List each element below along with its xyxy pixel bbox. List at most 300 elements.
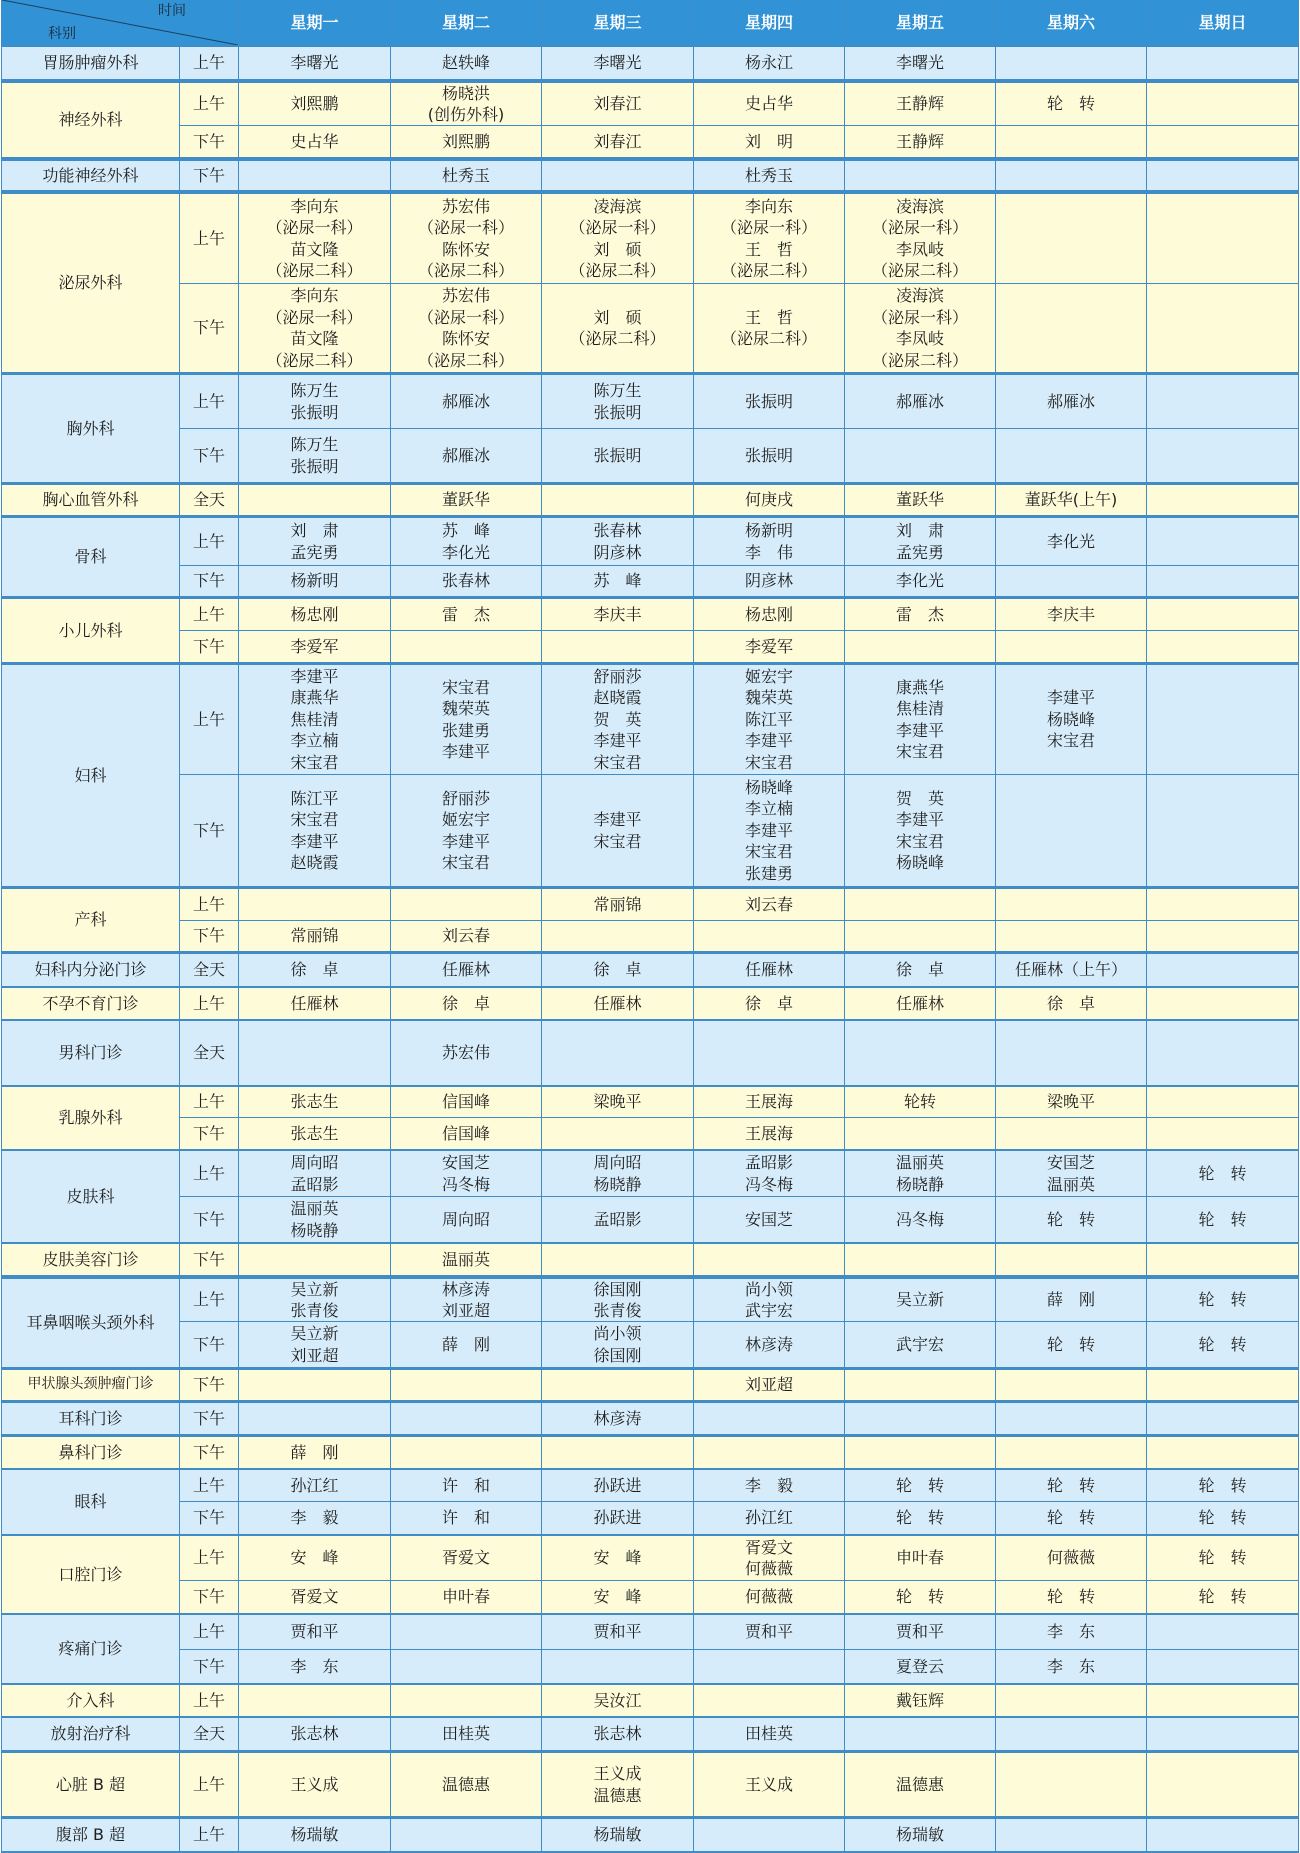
schedule-cell (239, 161, 390, 190)
schedule-cell: 武宇宏 (845, 1322, 995, 1367)
schedule-cell: 徐 卓 (694, 988, 844, 1019)
schedule-cell: 李 东 (239, 1650, 390, 1683)
schedule-cell: 张振明 (694, 429, 844, 482)
department-name: 口腔门诊 (2, 1536, 179, 1613)
schedule-cell: 任雁林 (694, 954, 844, 986)
schedule-cell: 轮 转 (845, 1470, 995, 1501)
schedule-cell: 刘熙鹏 (239, 83, 390, 125)
schedule-cell (1147, 1021, 1298, 1085)
schedule-cell: 李化光 (845, 566, 995, 596)
schedule-cell: 王义成 温德惠 (542, 1753, 693, 1816)
session-period: 上午 (180, 1685, 238, 1716)
schedule-cell (1147, 1650, 1298, 1683)
session-period: 上午 (180, 194, 238, 283)
schedule-cell (391, 1437, 541, 1468)
schedule-cell: 徐国刚 张青俊 (542, 1279, 693, 1321)
schedule-cell (996, 1403, 1146, 1434)
department-name: 妇科 (2, 665, 179, 886)
schedule-cell (996, 47, 1146, 79)
schedule-cell: 贾和平 (239, 1615, 390, 1649)
schedule-cell (542, 161, 693, 190)
session-period: 全天 (180, 1021, 238, 1085)
schedule-cell: 苏宏伟 (391, 1021, 541, 1085)
schedule-cell: 林彦涛 (542, 1403, 693, 1434)
schedule-cell (391, 1685, 541, 1716)
schedule-cell: 苏 峰 李化光 (391, 518, 541, 565)
schedule-cell: 姬宏宇 魏荣英 陈江平 李建平 宋宝君 (694, 665, 844, 774)
session-period: 上午 (180, 665, 238, 774)
day-header-sat: 星期六 (996, 0, 1146, 45)
schedule-cell: 轮 转 (845, 1581, 995, 1613)
schedule-cell: 董跃华 (391, 485, 541, 515)
schedule-cell: 林彦涛 刘亚超 (391, 1279, 541, 1321)
schedule-cell: 王展海 (694, 1087, 844, 1117)
schedule-cell: 苏宏伟 （泌尿一科） 陈怀安 （泌尿二科） (391, 284, 541, 372)
schedule-cell: 李向东 （泌尿一科） 苗文隆 （泌尿二科） (239, 284, 390, 372)
department-name: 疼痛门诊 (2, 1615, 179, 1683)
schedule-cell: 任雁林 (845, 988, 995, 1019)
schedule-cell: 雷 杰 (845, 599, 995, 630)
schedule-cell: 杜秀玉 (391, 161, 541, 190)
schedule-cell: 凌海滨 （泌尿一科） 李凤岐 （泌尿二科） (845, 284, 995, 372)
diagonal-divider (2, 0, 238, 45)
schedule-cell (996, 1819, 1146, 1851)
schedule-cell: 刘 明 (694, 126, 844, 157)
schedule-cell (694, 1403, 844, 1434)
department-name: 耳科门诊 (2, 1403, 179, 1434)
schedule-cell: 徐 卓 (239, 954, 390, 986)
schedule-cell: 刘 肃 孟宪勇 (845, 518, 995, 565)
schedule-cell: 杨新明 (239, 566, 390, 596)
session-period: 上午 (180, 375, 238, 428)
schedule-cell (845, 1118, 995, 1149)
schedule-cell: 杜秀玉 (694, 161, 844, 190)
session-period: 下午 (180, 1581, 238, 1613)
schedule-cell: 何庚戌 (694, 485, 844, 515)
schedule-cell (694, 921, 844, 951)
schedule-cell: 信国峰 (391, 1087, 541, 1117)
schedule-cell (694, 1244, 844, 1275)
schedule-cell (996, 1118, 1146, 1149)
schedule-cell (542, 921, 693, 951)
schedule-cell: 温丽英 杨晓静 (239, 1197, 390, 1242)
schedule-cell (1147, 1615, 1298, 1649)
schedule-cell (845, 429, 995, 482)
schedule-cell (1147, 485, 1298, 515)
schedule-cell: 安国芝 (694, 1197, 844, 1242)
schedule-cell (1147, 161, 1298, 190)
schedule-cell: 徐 卓 (391, 988, 541, 1019)
schedule-cell (845, 1718, 995, 1750)
schedule-cell (239, 889, 390, 920)
schedule-cell (996, 889, 1146, 920)
schedule-cell (1147, 775, 1298, 886)
session-period: 下午 (180, 161, 238, 190)
schedule-cell: 凌海滨 （泌尿一科） 刘 硕 （泌尿二科） (542, 194, 693, 283)
schedule-cell: 杨新明 李 伟 (694, 518, 844, 565)
schedule-cell: 李爱军 (694, 631, 844, 662)
department-name: 皮肤美容门诊 (2, 1244, 179, 1275)
schedule-cell: 王静辉 (845, 126, 995, 157)
schedule-cell: 申叶春 (845, 1536, 995, 1580)
schedule-cell (1147, 1403, 1298, 1434)
schedule-cell (694, 1437, 844, 1468)
session-period: 上午 (180, 83, 238, 125)
schedule-cell: 刘 肃 孟宪勇 (239, 518, 390, 565)
schedule-cell (996, 921, 1146, 951)
session-period: 下午 (180, 921, 238, 951)
schedule-cell: 周向昭 (391, 1197, 541, 1242)
session-period: 下午 (180, 429, 238, 482)
schedule-cell (1147, 566, 1298, 596)
session-period: 下午 (180, 1118, 238, 1149)
session-period: 上午 (180, 889, 238, 920)
schedule-cell (1147, 921, 1298, 951)
session-period: 上午 (180, 1615, 238, 1649)
department-name: 妇科内分泌门诊 (2, 954, 179, 986)
schedule-cell: 薛 刚 (239, 1437, 390, 1468)
schedule-cell (845, 1370, 995, 1400)
time-axis-label: 时间 (158, 3, 186, 19)
session-period: 上午 (180, 599, 238, 630)
department-axis-label: 科别 (48, 26, 76, 42)
schedule-cell (845, 1403, 995, 1434)
session-period: 下午 (180, 1244, 238, 1275)
session-period: 上午 (180, 1087, 238, 1117)
schedule-cell (1147, 954, 1298, 986)
schedule-cell: 刘熙鹏 (391, 126, 541, 157)
schedule-cell: 吴立新 张青俊 (239, 1279, 390, 1321)
schedule-cell (996, 429, 1146, 482)
schedule-cell: 吴立新 刘亚超 (239, 1322, 390, 1367)
schedule-cell (845, 1437, 995, 1468)
schedule-cell: 李建平 宋宝君 (542, 775, 693, 886)
schedule-cell: 王展海 (694, 1118, 844, 1149)
schedule-cell: 孙跃进 (542, 1502, 693, 1534)
schedule-cell (996, 126, 1146, 157)
schedule-cell: 何薇薇 (694, 1581, 844, 1613)
schedule-cell (1147, 1118, 1298, 1149)
schedule-cell: 安 峰 (542, 1536, 693, 1580)
schedule-cell: 轮 转 (1147, 1197, 1298, 1242)
schedule-cell: 李 东 (996, 1650, 1146, 1683)
schedule-cell: 田桂英 (694, 1718, 844, 1750)
schedule-cell (996, 1753, 1146, 1816)
schedule-cell: 阴彦林 (694, 566, 844, 596)
day-header-tue: 星期二 (391, 0, 541, 45)
schedule-cell: 薛 刚 (996, 1279, 1146, 1321)
schedule-cell: 夏登云 (845, 1650, 995, 1683)
schedule-cell (1147, 126, 1298, 157)
schedule-cell (1147, 599, 1298, 630)
department-name: 放射治疗科 (2, 1718, 179, 1750)
schedule-cell: 王义成 (239, 1753, 390, 1816)
schedule-cell (996, 566, 1146, 596)
schedule-cell (1147, 988, 1298, 1019)
schedule-cell: 轮 转 (1147, 1502, 1298, 1534)
schedule-cell: 尚小领 徐国刚 (542, 1322, 693, 1367)
schedule-cell: 林彦涛 (694, 1322, 844, 1367)
schedule-cell: 戴钰辉 (845, 1685, 995, 1716)
schedule-cell: 李曙光 (542, 47, 693, 79)
schedule-cell (1147, 665, 1298, 774)
schedule-cell: 刘云春 (391, 921, 541, 951)
session-period: 上午 (180, 988, 238, 1019)
schedule-cell (996, 1244, 1146, 1275)
schedule-cell (845, 1244, 995, 1275)
schedule-cell: 信国峰 (391, 1118, 541, 1149)
schedule-cell: 李 毅 (694, 1470, 844, 1501)
schedule-cell: 轮 转 (996, 83, 1146, 125)
schedule-cell: 安国芝 温丽英 (996, 1151, 1146, 1196)
schedule-cell (542, 1244, 693, 1275)
schedule-cell: 温德惠 (391, 1753, 541, 1816)
session-period: 全天 (180, 485, 238, 515)
schedule-cell (996, 775, 1146, 886)
schedule-cell (391, 1650, 541, 1683)
schedule-cell: 尚小领 武宇宏 (694, 1279, 844, 1321)
schedule-cell: 贺 英 李建平 宋宝君 杨晓峰 (845, 775, 995, 886)
schedule-cell: 轮转 (845, 1087, 995, 1117)
schedule-cell (391, 1370, 541, 1400)
schedule-cell: 任雁林 (391, 954, 541, 986)
schedule-cell: 吴汝江 (542, 1685, 693, 1716)
schedule-cell (996, 631, 1146, 662)
department-name: 骨科 (2, 518, 179, 596)
session-period: 下午 (180, 1650, 238, 1683)
schedule-cell: 王义成 (694, 1753, 844, 1816)
department-name: 小儿外科 (2, 599, 179, 662)
schedule-cell (239, 1685, 390, 1716)
schedule-cell (845, 921, 995, 951)
schedule-cell: 孙江红 (239, 1470, 390, 1501)
session-period: 下午 (180, 1197, 238, 1242)
schedule-cell: 贾和平 (694, 1615, 844, 1649)
department-name: 不孕不育门诊 (2, 988, 179, 1019)
session-period: 上午 (180, 47, 238, 79)
schedule-cell: 张振明 (542, 429, 693, 482)
schedule-cell: 张志生 (239, 1118, 390, 1149)
schedule-cell (996, 1370, 1146, 1400)
schedule-cell: 轮 转 (1147, 1581, 1298, 1613)
schedule-cell (845, 1021, 995, 1085)
schedule-cell (996, 1437, 1146, 1468)
schedule-cell: 李 东 (996, 1615, 1146, 1649)
schedule-cell (542, 1370, 693, 1400)
schedule-cell (542, 1118, 693, 1149)
schedule-cell: 轮 转 (996, 1470, 1146, 1501)
schedule-cell: 杨瑞敏 (542, 1819, 693, 1851)
schedule-cell: 温德惠 (845, 1753, 995, 1816)
schedule-cell: 轮 转 (1147, 1536, 1298, 1580)
schedule-cell: 陈万生 张振明 (239, 429, 390, 482)
schedule-cell: 胥爱文 何薇薇 (694, 1536, 844, 1580)
schedule-cell (1147, 83, 1298, 125)
schedule-cell (1147, 518, 1298, 565)
schedule-cell: 张振明 (694, 375, 844, 428)
schedule-cell: 史占华 (239, 126, 390, 157)
schedule-cell: 史占华 (694, 83, 844, 125)
department-name: 耳鼻咽喉头颈外科 (2, 1279, 179, 1367)
schedule-cell: 李庆丰 (542, 599, 693, 630)
department-name: 乳腺外科 (2, 1087, 179, 1149)
session-period: 上午 (180, 1753, 238, 1816)
schedule-cell: 李建平 康燕华 焦桂清 李立楠 宋宝君 (239, 665, 390, 774)
schedule-cell: 孙江红 (694, 1502, 844, 1534)
schedule-cell: 徐 卓 (845, 954, 995, 986)
session-period: 下午 (180, 566, 238, 596)
schedule-cell (845, 161, 995, 190)
schedule-cell: 杨晓峰 李立楠 李建平 宋宝君 张建勇 (694, 775, 844, 886)
schedule-cell: 李 毅 (239, 1502, 390, 1534)
department-name: 胸外科 (2, 375, 179, 482)
schedule-cell: 常丽锦 (239, 921, 390, 951)
schedule-cell: 贾和平 (845, 1615, 995, 1649)
schedule-cell: 田桂英 (391, 1718, 541, 1750)
schedule-cell (996, 1685, 1146, 1716)
schedule-cell: 杨忠刚 (239, 599, 390, 630)
session-period: 下午 (180, 631, 238, 662)
schedule-cell: 杨瑞敏 (845, 1819, 995, 1851)
schedule-cell: 轮 转 (1147, 1470, 1298, 1501)
schedule-cell (1147, 1685, 1298, 1716)
department-name: 神经外科 (2, 83, 179, 157)
session-period: 全天 (180, 1718, 238, 1750)
schedule-cell: 张春林 (391, 566, 541, 596)
schedule-cell: 张志生 (239, 1087, 390, 1117)
schedule-cell (239, 1403, 390, 1434)
schedule-cell: 董跃华(上午) (996, 485, 1146, 515)
schedule-cell: 常丽锦 (542, 889, 693, 920)
session-period: 上午 (180, 1819, 238, 1851)
schedule-cell (391, 1403, 541, 1434)
schedule-cell (1147, 429, 1298, 482)
schedule-cell (996, 284, 1146, 372)
schedule-cell: 李化光 (996, 518, 1146, 565)
day-header-fri: 星期五 (845, 0, 995, 45)
department-name: 功能神经外科 (2, 161, 179, 190)
department-name: 鼻科门诊 (2, 1437, 179, 1468)
header-corner (2, 0, 238, 45)
schedule-cell: 刘亚超 (694, 1370, 844, 1400)
schedule-cell: 轮 转 (1147, 1322, 1298, 1367)
session-period: 上午 (180, 1151, 238, 1196)
schedule-cell (845, 631, 995, 662)
schedule-cell (542, 1021, 693, 1085)
schedule-cell (542, 1650, 693, 1683)
schedule-cell (542, 631, 693, 662)
department-name: 泌尿外科 (2, 194, 179, 372)
schedule-cell: 轮 转 (845, 1502, 995, 1534)
schedule-cell (391, 1615, 541, 1649)
schedule-cell: 许 和 (391, 1502, 541, 1534)
schedule-cell (1147, 631, 1298, 662)
schedule-cell (1147, 1819, 1298, 1851)
schedule-cell: 宋宝君 魏荣英 张建勇 李建平 (391, 665, 541, 774)
day-header-thu: 星期四 (694, 0, 844, 45)
schedule-cell (1147, 1753, 1298, 1816)
schedule-cell: 苏宏伟 （泌尿一科） 陈怀安 （泌尿二科） (391, 194, 541, 283)
day-header-wed: 星期三 (542, 0, 693, 45)
schedule-cell: 安国芝 冯冬梅 (391, 1151, 541, 1196)
schedule-cell: 胥爱文 (391, 1536, 541, 1580)
schedule-cell: 孙跃进 (542, 1470, 693, 1501)
schedule-cell: 胥爱文 (239, 1581, 390, 1613)
schedule-cell: 薛 刚 (391, 1322, 541, 1367)
schedule-cell (1147, 1718, 1298, 1750)
schedule-cell: 轮 转 (996, 1322, 1146, 1367)
session-period: 下午 (180, 1502, 238, 1534)
department-name: 心脏 B 超 (2, 1753, 179, 1816)
schedule-cell: 冯冬梅 (845, 1197, 995, 1242)
schedule-cell (1147, 1437, 1298, 1468)
schedule-cell (1147, 194, 1298, 283)
session-period: 上午 (180, 518, 238, 565)
schedule-cell: 刘春江 (542, 83, 693, 125)
session-period: 下午 (180, 1370, 238, 1400)
session-period: 下午 (180, 126, 238, 157)
session-period: 全天 (180, 954, 238, 986)
schedule-cell: 李庆丰 (996, 599, 1146, 630)
schedule-cell: 轮 转 (996, 1581, 1146, 1613)
department-name: 胃肠肿瘤外科 (2, 47, 179, 79)
department-name: 产科 (2, 889, 179, 951)
schedule-cell (542, 1437, 693, 1468)
schedule-cell (239, 1021, 390, 1085)
schedule-cell: 李曙光 (845, 47, 995, 79)
schedule-cell: 郝雁冰 (996, 375, 1146, 428)
schedule-cell: 陈万生 张振明 (239, 375, 390, 428)
schedule-cell: 刘 硕 （泌尿二科） (542, 284, 693, 372)
schedule-cell: 苏 峰 (542, 566, 693, 596)
schedule-cell: 孟昭影 冯冬梅 (694, 1151, 844, 1196)
schedule-cell (845, 889, 995, 920)
schedule-cell: 李爱军 (239, 631, 390, 662)
schedule-cell: 杨忠刚 (694, 599, 844, 630)
schedule-cell: 赵轶峰 (391, 47, 541, 79)
schedule-cell (1147, 1244, 1298, 1275)
schedule-cell: 舒丽莎 姬宏宇 李建平 宋宝君 (391, 775, 541, 886)
session-period: 上午 (180, 1470, 238, 1501)
schedule-cell: 郝雁冰 (391, 429, 541, 482)
session-period: 下午 (180, 1403, 238, 1434)
schedule-cell: 刘春江 (542, 126, 693, 157)
schedule-cell: 郝雁冰 (391, 375, 541, 428)
schedule-cell: 杨瑞敏 (239, 1819, 390, 1851)
schedule-cell (694, 1685, 844, 1716)
schedule-cell: 周向昭 孟昭影 (239, 1151, 390, 1196)
schedule-cell (996, 194, 1146, 283)
schedule-cell (996, 161, 1146, 190)
schedule-cell: 徐 卓 (542, 954, 693, 986)
department-name: 眼科 (2, 1470, 179, 1534)
schedule-cell: 贾和平 (542, 1615, 693, 1649)
schedule-cell (1147, 47, 1298, 79)
schedule-cell: 张春林 阴彦林 (542, 518, 693, 565)
schedule-cell (239, 485, 390, 515)
clinic-schedule-table (1, 0, 1299, 1853)
schedule-cell: 梁晚平 (996, 1087, 1146, 1117)
schedule-cell: 周向昭 杨晓静 (542, 1151, 693, 1196)
schedule-cell: 申叶春 (391, 1581, 541, 1613)
session-period: 下午 (180, 1322, 238, 1367)
schedule-cell: 温丽英 (391, 1244, 541, 1275)
schedule-cell (996, 1021, 1146, 1085)
schedule-cell: 张志林 (542, 1718, 693, 1750)
schedule-cell: 康燕华 焦桂清 李建平 宋宝君 (845, 665, 995, 774)
department-name: 介入科 (2, 1685, 179, 1716)
schedule-cell (694, 1819, 844, 1851)
